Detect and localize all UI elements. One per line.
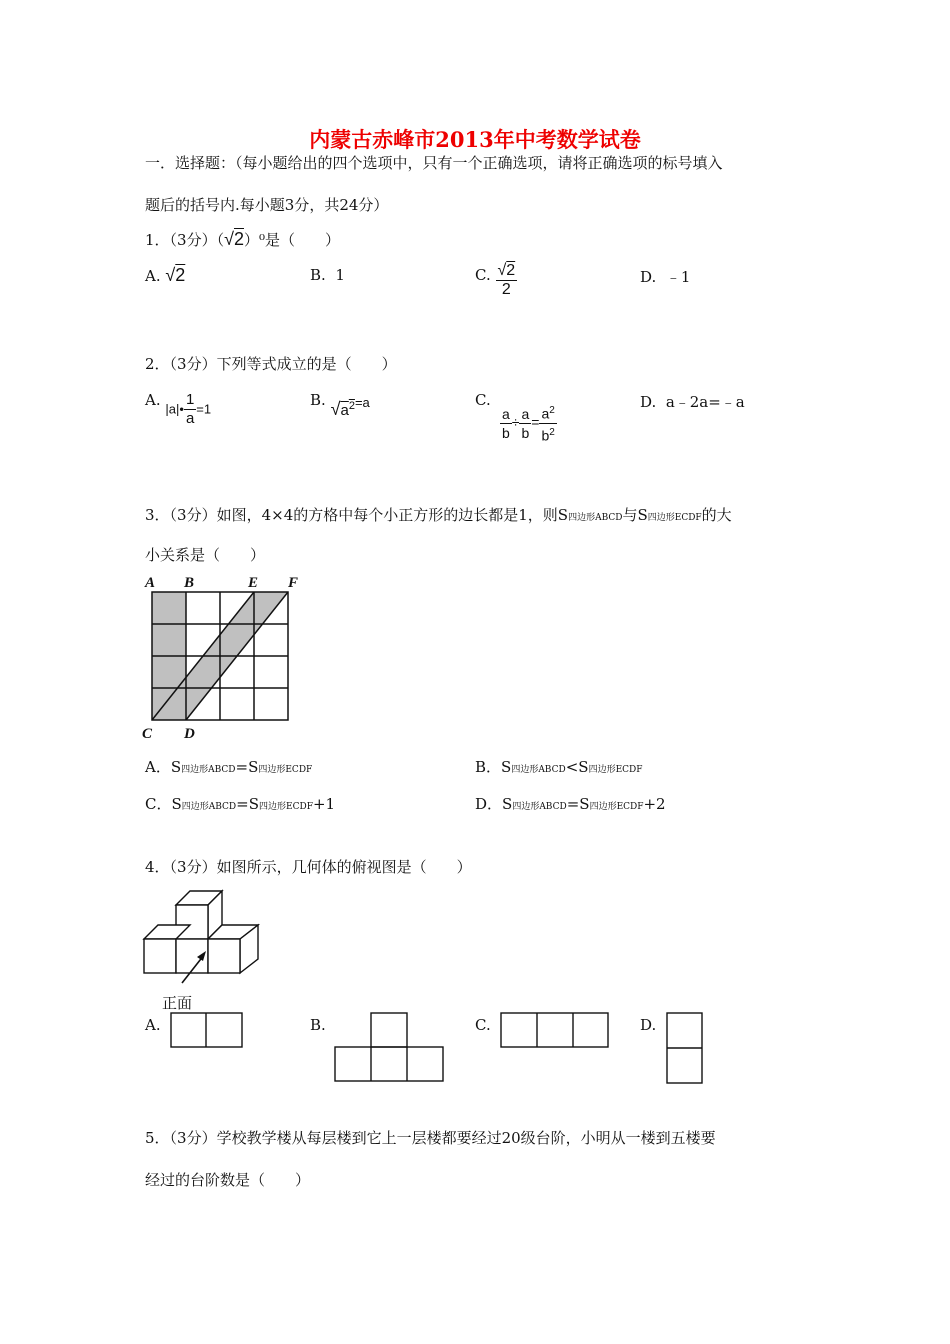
q1-suffix: ）⁰是（ ） (244, 231, 341, 249)
q4-cubes (144, 891, 258, 973)
q1-option-c-numerator: 2 (506, 262, 516, 279)
q2-option-a-eq: =1 (196, 401, 212, 417)
q1-option-b-value: 1 (335, 266, 345, 284)
q2-option-c[interactable] (475, 391, 491, 409)
question-1-stem (145, 229, 340, 250)
q2-option-d-label: D. (640, 393, 657, 411)
q3-option-b[interactable]: B．S四边形ABCD<S四边形ECDF (475, 758, 643, 776)
question-3-line1: 3．（3分）如图，4×4的方格中每个小正方形的边长都是1，则S四边形ABCD与S四边形ECDF的大 (145, 506, 732, 524)
q3-label-a: A (145, 575, 156, 591)
q3-label-f: F (288, 575, 299, 591)
q4-option-b-figure (333, 1012, 445, 1084)
q2-option-a-label: A. (145, 391, 161, 409)
q4-option-c-label[interactable]: C. (475, 1016, 491, 1034)
q2-option-c-label: C. (475, 391, 491, 409)
q2-option-d-value: a﹣2a=﹣a (665, 393, 745, 411)
question-3-line2: 小关系是（ ） (145, 546, 266, 564)
q3-label-b: B (184, 575, 195, 591)
q1-radicand: 2 (233, 229, 244, 249)
q1-option-a-value: √2 (165, 265, 186, 285)
q1-option-c-label: C. (475, 266, 491, 284)
q2-option-b-eq: =a (354, 395, 370, 410)
q1-prefix: 1．（3分）（ (145, 231, 225, 249)
question-2-stem: 2．（3分）下列等式成立的是（ ） (145, 355, 397, 373)
q1-option-d-label: D. (640, 268, 657, 286)
question-5-line1: 5．（3分）学校教学楼从每层楼到它上一层楼都要经过20级台阶，小明从一楼到五楼要 (145, 1129, 716, 1147)
q2-option-b[interactable] (310, 391, 370, 419)
q3-option-c[interactable]: C．S四边形ABCD=S四边形ECDF+1 (145, 795, 336, 813)
section-instructions-line1: 一．选择题：（每小题给出的四个选项中，只有一个正确选项，请将正确选项的标号填入 (145, 154, 723, 172)
q1-option-a-radicand: 2 (175, 265, 186, 285)
page-title: 内蒙古赤峰市2013年中考数学试卷 (309, 127, 641, 152)
q1-option-c[interactable] (475, 262, 517, 299)
q4-option-d-label[interactable]: D. (640, 1016, 657, 1034)
q2-option-a[interactable] (145, 391, 211, 428)
q2-option-b-sqrt: $√a^2$ (330, 399, 355, 419)
q4-front-label: 正面 (162, 994, 193, 1012)
q2-option-d[interactable] (640, 391, 745, 412)
question-4-stem: 4．（3分）如图所示，几何体的俯视图是（ ） (145, 858, 472, 876)
q2-option-b-label: B. (310, 391, 326, 409)
q1-option-a[interactable] (145, 265, 185, 286)
q3-option-d[interactable]: D．S四边形ABCD=S四边形ECDF+2 (475, 795, 666, 813)
q3-grid-figure (140, 572, 310, 742)
section-instructions-line2: 题后的括号内.每小题3分，共24分） (145, 196, 389, 214)
q1-option-a-label: A. (145, 267, 161, 285)
q4-option-a-figure (170, 1012, 244, 1050)
q2-option-a-abs: |a|• (165, 401, 184, 417)
q1-option-b[interactable] (310, 266, 345, 284)
q3-label-d: D (184, 726, 195, 742)
q1-option-c-fraction: $\frac{√2}{2}$ (497, 262, 516, 298)
q3-label-c: C (142, 726, 153, 742)
q2-option-c-expression: $\frac{a}{b}$ ÷ $\frac{a}{b}$ = $\frac{a^2}{b^2}$ (500, 402, 557, 444)
q1-option-c-denominator: 2 (501, 281, 511, 298)
q4-option-b-label[interactable]: B. (310, 1016, 326, 1034)
q1-option-d-value: ﹣1 (665, 268, 691, 286)
q4-option-c-figure (500, 1012, 610, 1050)
q4-solid-figure (140, 885, 270, 1015)
q2-option-a-fraction: $\frac{1}{a}$ (185, 391, 195, 427)
q3-label-e: E (248, 575, 259, 591)
question-5-line2: 经过的台阶数是（ ） (145, 1171, 311, 1189)
q1-option-d[interactable] (640, 266, 690, 287)
q1-option-b-label: B. (310, 266, 326, 284)
q3-option-a[interactable]: A．S四边形ABCD=S四边形ECDF (145, 758, 313, 776)
q4-option-a-label[interactable]: A. (145, 1016, 161, 1034)
q1-sqrt-sign: √2 (224, 229, 244, 249)
q4-option-d-figure (666, 1012, 704, 1086)
